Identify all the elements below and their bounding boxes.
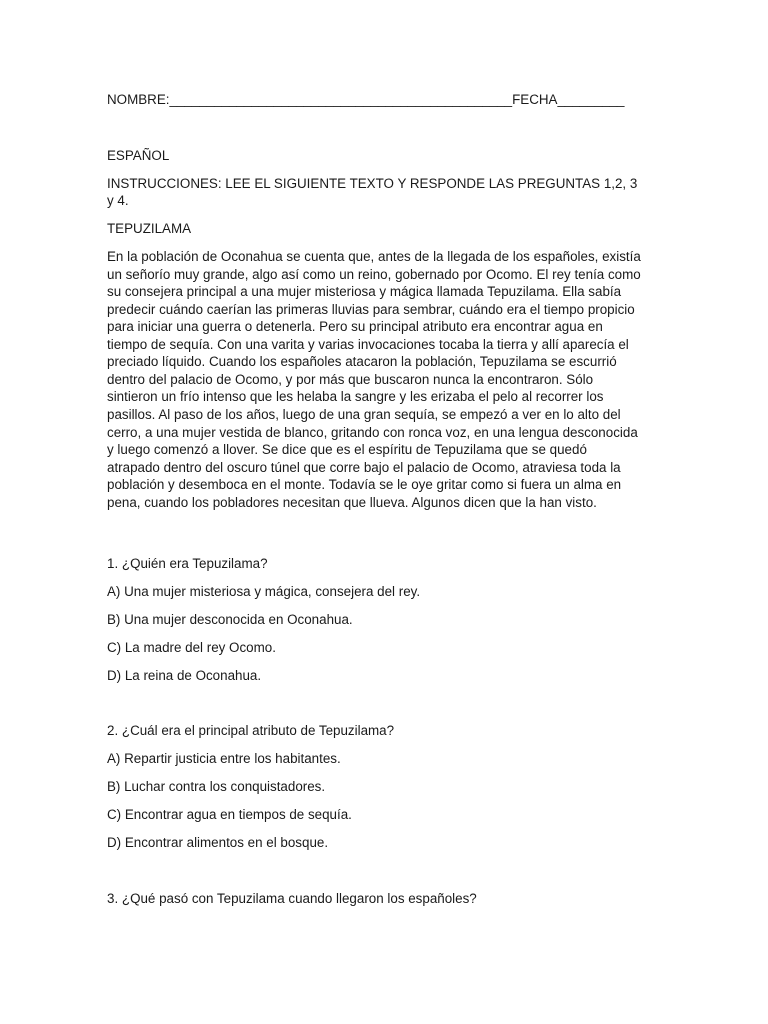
reading-line: población y desemboca en el monte. Todavía se le oye gritar como si fuera un alma en <box>107 477 622 493</box>
reading-line: un señorío muy grande, algo así como un reino, gobernado por Ocomo. El rey tenía como <box>107 266 641 282</box>
reading-line: para iniciar una guerra o detenerla. Pero su principal atributo era encontrar agua en <box>107 319 603 335</box>
header-line <box>107 92 659 107</box>
answer-option[interactable]: D) Encontrar alimentos en el bosque. <box>107 835 329 850</box>
instructions-line-2: y 4. <box>107 193 129 208</box>
answer-option[interactable]: B) Una mujer desconocida en Oconahua. <box>107 612 353 627</box>
reading-line: En la población de Oconahua se cuenta que, antes de la llegada de los españoles, existía <box>107 249 641 264</box>
question-prompt: 1. ¿Quién era Tepuzilama? <box>107 556 268 571</box>
subject-heading: ESPAÑOL <box>107 148 170 163</box>
fecha-label: FECHA <box>512 92 558 107</box>
reading-line: su consejera principal a una mujer misteriosa y mágica llamada Tepuzilama. Ella sabía <box>107 284 622 300</box>
fecha-blank[interactable]: _________ <box>557 92 625 107</box>
reading-line: sintieron un frío intenso que les helaba la sangre y les erizaba el pelo al recorrer los <box>107 389 604 405</box>
reading-title: TEPUZILAMA <box>107 221 192 236</box>
question-prompt: 3. ¿Qué pasó con Tepuzilama cuando llegaron los españoles? <box>107 891 477 906</box>
answer-option[interactable]: A) Repartir justicia entre los habitantes. <box>107 751 341 766</box>
nombre-blank[interactable]: ______________________________________________ <box>169 92 513 107</box>
answer-option[interactable]: D) La reina de Oconahua. <box>107 668 262 683</box>
answer-option[interactable]: C) La madre del rey Ocomo. <box>107 640 276 655</box>
reading-line: predecir cuándo caerían las primeras lluvias para sembrar, cuándo era el tiempo propicio <box>107 301 635 317</box>
reading-line: cerro, a una mujer vestida de blanco, gritando con ronca voz, en una lengua desconocida <box>107 424 638 440</box>
reading-line: atrapado dentro del oscuro túnel que corre bajo el palacio de Ocomo, atraviesa toda la <box>107 459 621 475</box>
instructions-line-1: INSTRUCCIONES: LEE EL SIGUIENTE TEXTO Y RESPONDE LAS PREGUNTAS 1,2, 3 <box>107 176 638 191</box>
reading-line: y luego comenzó a llover. Se dice que es el espíritu de Tepuzilama que se quedó <box>107 442 587 458</box>
nombre-label: NOMBRE: <box>107 92 170 107</box>
reading-line: pasillos. Al paso de los años, luego de una gran sequía, se empezó a ver en lo alto del <box>107 407 621 422</box>
reading-line: tiempo de sequía. Con una varita y varias invocaciones tocaba la tierra y allí aparecía el <box>107 336 629 352</box>
answer-option[interactable]: C) Encontrar agua en tiempos de sequía. <box>107 807 352 822</box>
reading-line: pena, cuando los pobladores necesitan que llueva. Algunos dicen que la han visto. <box>107 494 597 510</box>
reading-line: dentro del palacio de Ocomo, y por más que buscaron nunca la encontraron. Sólo <box>107 371 594 387</box>
answer-option[interactable]: B) Luchar contra los conquistadores. <box>107 779 326 794</box>
question-prompt: 2. ¿Cuál era el principal atributo de Tepuzilama? <box>107 723 395 738</box>
reading-line: preciado líquido. Cuando los españoles atacaron la población, Tepuzilama se escurrió <box>107 354 617 370</box>
answer-option[interactable]: A) Una mujer misteriosa y mágica, consejera del rey. <box>107 584 421 599</box>
